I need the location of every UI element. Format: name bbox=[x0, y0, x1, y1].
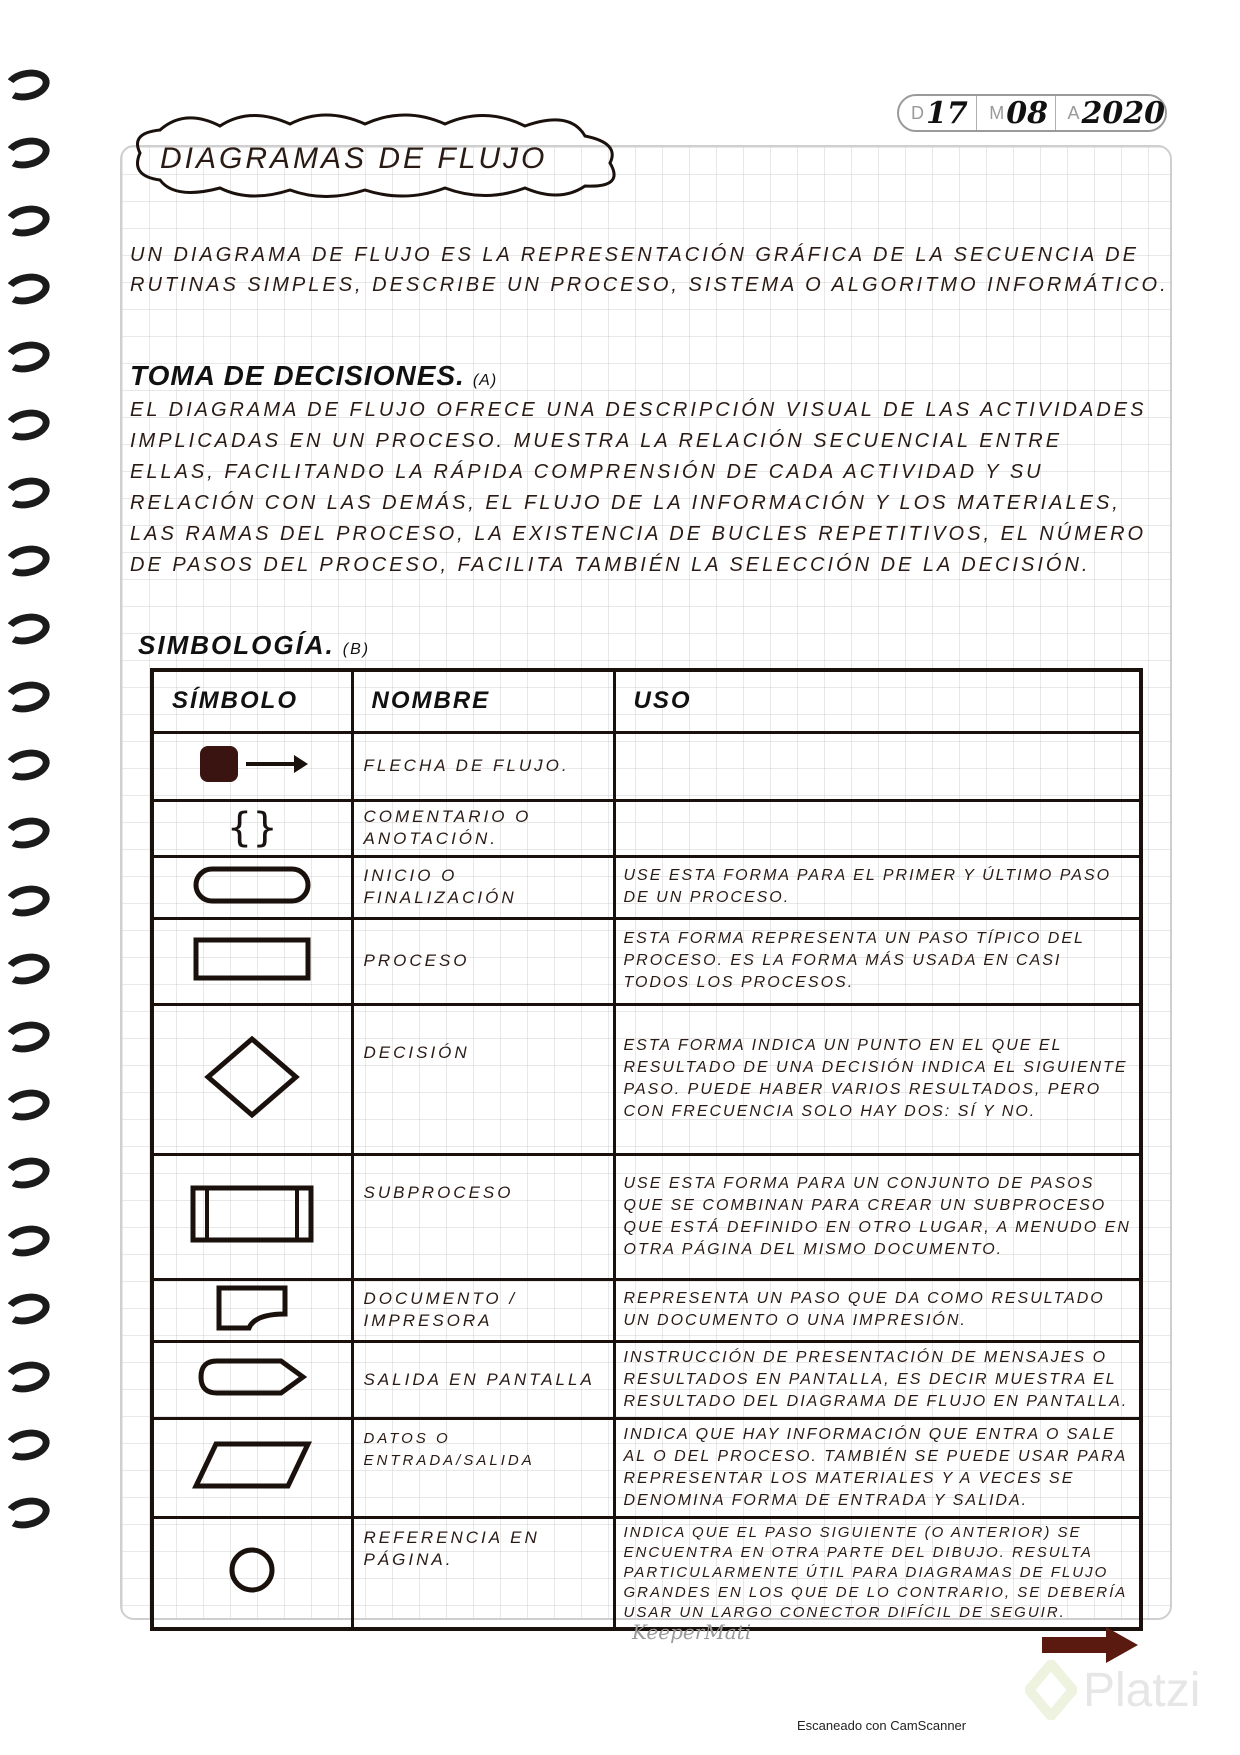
title-cloud bbox=[130, 108, 630, 198]
data-parallelogram-icon bbox=[192, 1440, 312, 1490]
spiral-ring bbox=[1, 1086, 52, 1125]
spiral-ring bbox=[1, 1494, 52, 1533]
spiral-ring bbox=[1, 1222, 52, 1261]
scanner-credit: Escaneado con CamScanner bbox=[797, 1718, 967, 1733]
symbol-name: DOCUMENTO / IMPRESORA bbox=[352, 1279, 614, 1341]
spiral-ring bbox=[1, 1426, 52, 1465]
table-row bbox=[152, 856, 1141, 918]
table-row bbox=[152, 1517, 1141, 1629]
spiral-ring bbox=[1, 270, 52, 309]
document-icon bbox=[215, 1284, 289, 1332]
spiral-ring bbox=[1, 202, 52, 241]
page-reference-circle-icon bbox=[227, 1545, 277, 1595]
platzi-text: Platzi bbox=[1083, 1663, 1201, 1717]
next-page-arrow-icon bbox=[1040, 1625, 1140, 1665]
decisiones-marker: (A) bbox=[472, 372, 498, 389]
symbol-usage: INDICA QUE HAY INFORMACIÓN QUE ENTRA O SALE AL O DEL PROCESO. TAMBIÉN SE PUEDE USAR PARA REPRESENTAR LOS MATERIALES Y A VECES SE DENOMINA FORMA DE ENTRADA Y SALIDA. bbox=[614, 1418, 1141, 1517]
intro-paragraph: UN DIAGRAMA DE FLUJO ES LA REPRESENTACIÓN GRÁFICA DE LA SECUENCIA DE RUTINAS SIMPLES, DESCRIBE UN PROCESO, SISTEMA O ALGORITMO INFORMÁTICO. bbox=[130, 244, 1169, 296]
spiral-ring bbox=[1, 66, 52, 105]
simbologia-marker: (B) bbox=[342, 641, 371, 658]
platzi-watermark bbox=[1025, 1660, 1200, 1720]
date-box bbox=[897, 94, 1167, 132]
table-header-row bbox=[152, 670, 1141, 732]
spiral-ring bbox=[1, 542, 52, 581]
date-month bbox=[977, 96, 1055, 130]
spiral-ring bbox=[1, 338, 52, 377]
day-label: D bbox=[911, 102, 924, 123]
date-day bbox=[899, 96, 977, 130]
symbol-cell bbox=[152, 1279, 352, 1341]
table-row bbox=[152, 800, 1141, 856]
year-value: 2020 bbox=[1081, 95, 1166, 131]
author-signature: KeeperMati bbox=[632, 1620, 752, 1644]
process-rectangle-icon bbox=[192, 936, 312, 982]
decisiones-heading-text: TOMA DE DECISIONES. bbox=[130, 360, 465, 391]
table-row bbox=[152, 1004, 1141, 1154]
symbol-cell bbox=[152, 1418, 352, 1517]
spiral-ring bbox=[1, 1290, 52, 1329]
page-title: DIAGRAMAS DE FLUJO bbox=[160, 142, 548, 175]
table-row bbox=[152, 1154, 1141, 1279]
day-value: 17 bbox=[926, 95, 968, 131]
spiral-ring bbox=[1, 406, 52, 445]
spiral-ring bbox=[1, 678, 52, 717]
month-label: M bbox=[989, 102, 1005, 123]
month-value: 08 bbox=[1006, 95, 1048, 131]
section-heading-decisiones bbox=[130, 360, 497, 392]
spiral-ring bbox=[1, 1018, 52, 1057]
symbol-name: DECISIÓN bbox=[352, 1004, 614, 1154]
symbol-name: DATOS O ENTRADA/SALIDA bbox=[352, 1418, 614, 1517]
symbol-name: FLECHA DE FLUJO. bbox=[352, 732, 614, 800]
symbol-usage: ESTA FORMA REPRESENTA UN PASO TÍPICO DEL PROCESO. ES LA FORMA MÁS USADA EN CASI TODOS LOS PROCESOS. bbox=[614, 918, 1141, 1004]
symbol-usage bbox=[614, 800, 1141, 856]
terminator-icon bbox=[192, 865, 312, 905]
spiral-ring bbox=[1, 882, 52, 921]
spiral-ring bbox=[1, 1154, 52, 1193]
symbol-table bbox=[150, 668, 1143, 1631]
subprocess-icon bbox=[189, 1184, 315, 1244]
spiral-ring bbox=[1, 1358, 52, 1397]
symbol-cell bbox=[152, 732, 352, 800]
symbol-name: SALIDA EN PANTALLA bbox=[352, 1341, 614, 1418]
date-year bbox=[1056, 96, 1166, 130]
symbol-name: PROCESO bbox=[352, 918, 614, 1004]
symbol-usage: REPRESENTA UN PASO QUE DA COMO RESULTADO UN DOCUMENTO O UNA IMPRESIÓN. bbox=[614, 1279, 1141, 1341]
symbol-usage bbox=[614, 732, 1141, 800]
symbol-name: INICIO O FINALIZACIÓN bbox=[352, 856, 614, 918]
spiral-ring bbox=[1, 610, 52, 649]
table-row bbox=[152, 1279, 1141, 1341]
spiral-binding bbox=[0, 60, 60, 1700]
symbol-name: SUBPROCESO bbox=[352, 1154, 614, 1279]
section-heading-simbologia bbox=[138, 630, 370, 661]
spiral-ring bbox=[1, 950, 52, 989]
symbol-cell bbox=[152, 1004, 352, 1154]
spiral-ring bbox=[1, 814, 52, 853]
symbol-cell bbox=[152, 800, 352, 856]
symbol-name: REFERENCIA EN PÁGINA. bbox=[352, 1517, 614, 1629]
symbol-usage: INSTRUCCIÓN DE PRESENTACIÓN DE MENSAJES O RESULTADOS EN PANTALLA, ES DECIR MUESTRA EL RESULTADO DEL DIAGRAMA DE FLUJO EN PANTALLA. bbox=[614, 1341, 1141, 1418]
symbol-usage: INDICA QUE EL PASO SIGUIENTE (O ANTERIOR) SE ENCUENTRA EN OTRA PARTE DEL DIBUJO. RESULTA PARTICULARMENTE ÚTIL PARA DIAGRAMAS DE FLUJO GRANDES EN LOS QUE DE LO CONTRARIO, SE DEBERÍA USAR UN LARGO CONECTOR DIFÍCIL DE SEGUIR. bbox=[614, 1517, 1141, 1629]
table-row bbox=[152, 1341, 1141, 1418]
decision-diamond-icon bbox=[204, 1035, 300, 1119]
flow-arrow-icon bbox=[192, 742, 312, 786]
symbol-cell bbox=[152, 1341, 352, 1418]
symbol-usage: ESTA FORMA INDICA UN PUNTO EN EL QUE EL RESULTADO DE UNA DECISIÓN INDICA EL SIGUIENTE PASO. PUEDE HABER VARIOS RESULTADOS, PERO CON FRECUENCIA SOLO HAY DOS: SÍ Y NO. bbox=[614, 1004, 1141, 1154]
platzi-logo-icon bbox=[1025, 1660, 1077, 1720]
braces-icon: {} bbox=[226, 805, 278, 851]
column-header-uso: USO bbox=[614, 670, 1141, 732]
column-header-nombre: NOMBRE bbox=[352, 670, 614, 732]
table-row bbox=[152, 1418, 1141, 1517]
spiral-ring bbox=[1, 746, 52, 785]
symbol-usage: USE ESTA FORMA PARA EL PRIMER Y ÚLTIMO PASO DE UN PROCESO. bbox=[614, 856, 1141, 918]
simbologia-heading-text: SIMBOLOGÍA. bbox=[138, 630, 335, 660]
column-header-simbolo: SÍMBOLO bbox=[152, 670, 352, 732]
symbol-cell bbox=[152, 856, 352, 918]
symbol-usage: USE ESTA FORMA PARA UN CONJUNTO DE PASOS QUE SE COMBINAN PARA CREAR UN SUBPROCESO QUE ESTÁ DEFINIDO EN OTRO LUGAR, A MENUDO EN OTRA PÁGINA DEL MISMO DOCUMENTO. bbox=[614, 1154, 1141, 1279]
symbol-cell bbox=[152, 1517, 352, 1629]
spiral-ring bbox=[1, 134, 52, 173]
table-row bbox=[152, 732, 1141, 800]
symbol-name: COMENTARIO O ANOTACIÓN. bbox=[352, 800, 614, 856]
display-icon bbox=[197, 1357, 307, 1397]
year-label: A bbox=[1067, 102, 1080, 123]
spiral-ring bbox=[1, 474, 52, 513]
symbol-cell bbox=[152, 918, 352, 1004]
symbol-cell bbox=[152, 1154, 352, 1279]
table-row bbox=[152, 918, 1141, 1004]
decisiones-paragraph: EL DIAGRAMA DE FLUJO OFRECE UNA DESCRIPCIÓN VISUAL DE LAS ACTIVIDADES IMPLICADAS EN UN PROCESO. MUESTRA LA RELACIÓN SECUENCIAL ENTRE ELLAS, FACILITANDO LA RÁPIDA COMPRENSIÓN DE CADA ACTIVIDAD Y SU RELACIÓN CON LAS DEMÁS, EL FLUJO DE LA INFORMACIÓN Y LOS MATERIALES, LAS RAMAS DEL PROCESO, LA EXISTENCIA DE BUCLES REPETITIVOS, EL NÚMERO DE PASOS DEL PROCESO, FACILITA TAMBIÉN LA SELECCIÓN DE LA DECISIÓN. bbox=[130, 399, 1147, 576]
